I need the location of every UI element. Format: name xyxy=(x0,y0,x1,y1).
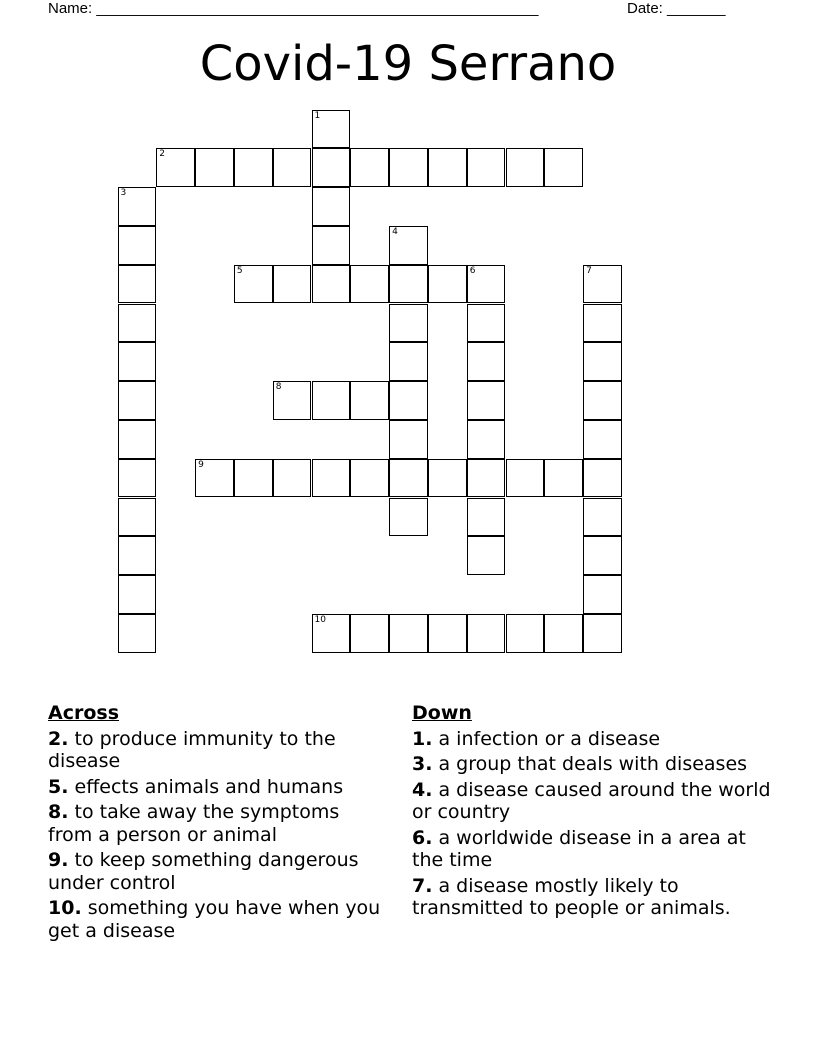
clue-text: a disease mostly likely to transmitted to people or animals. xyxy=(412,874,731,919)
across-clues xyxy=(48,702,388,945)
across-clue xyxy=(48,728,388,773)
grid-cell[interactable] xyxy=(389,226,428,265)
across-clue xyxy=(48,897,388,942)
grid-cell[interactable] xyxy=(118,226,157,265)
grid-cell[interactable] xyxy=(273,265,312,304)
cell-number: 10 xyxy=(314,614,326,625)
clue-number: 8. xyxy=(48,801,69,823)
grid-cell[interactable] xyxy=(312,265,351,304)
grid-cell[interactable] xyxy=(312,381,351,420)
grid-cell[interactable] xyxy=(234,459,273,498)
grid-cell[interactable] xyxy=(467,459,506,498)
grid-cell[interactable] xyxy=(118,342,157,381)
grid-cell[interactable] xyxy=(428,614,467,653)
grid-cell[interactable] xyxy=(118,459,157,498)
grid-cell[interactable] xyxy=(118,381,157,420)
across-heading: Across xyxy=(48,702,120,724)
across-clue xyxy=(48,776,388,799)
clue-number: 7. xyxy=(412,874,433,897)
clue-number: 9. xyxy=(48,849,69,871)
grid-cell[interactable] xyxy=(467,304,506,343)
down-clue xyxy=(412,753,782,776)
cell-number: 2 xyxy=(159,149,166,160)
grid-cell[interactable] xyxy=(544,614,583,653)
grid-cell[interactable] xyxy=(467,498,506,537)
grid-cell[interactable] xyxy=(118,304,157,343)
grid-cell[interactable] xyxy=(312,187,351,226)
across-clue xyxy=(48,801,388,846)
grid-cell[interactable] xyxy=(118,498,157,537)
clue-number: 10. xyxy=(48,897,82,919)
down-heading: Down xyxy=(412,702,472,724)
clue-text: a group that deals with diseases xyxy=(438,753,748,775)
grid-cell[interactable] xyxy=(195,459,234,498)
grid-cell[interactable] xyxy=(273,148,312,187)
down-clue xyxy=(412,827,782,872)
grid-cell[interactable] xyxy=(467,381,506,420)
grid-cell[interactable] xyxy=(118,575,157,614)
clue-number: 5. xyxy=(48,775,69,798)
grid-cell[interactable] xyxy=(428,459,467,498)
cell-number: 8 xyxy=(275,382,282,393)
grid-cell[interactable] xyxy=(389,342,428,381)
grid-cell[interactable] xyxy=(583,614,622,653)
name-field-label: Name: _____________________________________________________ xyxy=(48,0,539,17)
cell-number: 1 xyxy=(314,110,321,121)
grid-cell[interactable] xyxy=(273,381,312,420)
grid-cell[interactable] xyxy=(312,110,351,149)
grid-cell[interactable] xyxy=(428,265,467,304)
clue-number: 1. xyxy=(412,727,433,750)
grid-cell[interactable] xyxy=(389,498,428,537)
grid-cell[interactable] xyxy=(583,420,622,459)
grid-cell[interactable] xyxy=(312,148,351,187)
grid-cell[interactable] xyxy=(389,381,428,420)
clue-text: a infection or a disease xyxy=(438,727,661,750)
cell-number: 4 xyxy=(392,226,398,237)
grid-cell[interactable] xyxy=(118,265,157,304)
grid-cell[interactable] xyxy=(389,148,428,187)
cell-number: 7 xyxy=(586,265,592,276)
grid-cell[interactable] xyxy=(273,459,312,498)
grid-cell[interactable] xyxy=(544,148,583,187)
clue-text: to produce immunity to the disease xyxy=(48,727,336,772)
grid-cell[interactable] xyxy=(312,226,351,265)
clue-text: to keep something dangerous under control xyxy=(48,849,359,894)
grid-cell[interactable] xyxy=(195,148,234,187)
clue-number: 6. xyxy=(412,826,433,849)
grid-cell[interactable] xyxy=(467,342,506,381)
grid-cell[interactable] xyxy=(428,148,467,187)
grid-cell[interactable] xyxy=(118,420,157,459)
grid-cell[interactable] xyxy=(312,614,351,653)
down-clue xyxy=(412,779,782,824)
grid-cell[interactable] xyxy=(544,459,583,498)
down-clue xyxy=(412,875,782,920)
grid-cell[interactable] xyxy=(389,304,428,343)
clue-number: 2. xyxy=(48,727,69,750)
grid-cell[interactable] xyxy=(389,459,428,498)
grid-cell[interactable] xyxy=(350,459,389,498)
down-clues xyxy=(412,702,782,923)
across-clue xyxy=(48,849,388,894)
down-clue xyxy=(412,728,782,751)
cell-number: 9 xyxy=(198,459,204,470)
grid-cell[interactable] xyxy=(350,265,389,304)
grid-cell[interactable] xyxy=(583,304,622,343)
grid-cell[interactable] xyxy=(389,614,428,653)
grid-cell[interactable] xyxy=(583,381,622,420)
cell-number: 3 xyxy=(120,188,127,199)
grid-cell[interactable] xyxy=(583,459,622,498)
grid-cell[interactable] xyxy=(506,148,545,187)
grid-cell[interactable] xyxy=(467,265,506,304)
cell-number: 6 xyxy=(469,265,476,276)
clue-number: 4. xyxy=(412,778,433,801)
grid-cell[interactable] xyxy=(389,420,428,459)
clue-text: something you have when you get a disease xyxy=(48,897,381,942)
grid-cell[interactable] xyxy=(467,148,506,187)
grid-cell[interactable] xyxy=(118,187,157,226)
grid-cell[interactable] xyxy=(583,575,622,614)
grid-cell[interactable] xyxy=(350,381,389,420)
grid-cell[interactable] xyxy=(583,498,622,537)
grid-cell[interactable] xyxy=(467,614,506,653)
clue-text: a worldwide disease in a area at the time xyxy=(412,826,746,871)
grid-cell[interactable] xyxy=(583,536,622,575)
clue-text: a disease caused around the world or country xyxy=(412,778,771,823)
grid-cell[interactable] xyxy=(118,536,157,575)
clue-number: 3. xyxy=(412,753,433,775)
grid-cell[interactable] xyxy=(118,614,157,653)
grid-cell[interactable] xyxy=(467,420,506,459)
clue-text: effects animals and humans xyxy=(74,775,344,798)
grid-cell[interactable] xyxy=(467,536,506,575)
grid-cell[interactable] xyxy=(506,459,545,498)
grid-cell[interactable] xyxy=(156,148,195,187)
grid-cell[interactable] xyxy=(234,265,273,304)
grid-cell[interactable] xyxy=(583,265,622,304)
page-title: Covid-19 Serrano xyxy=(199,36,617,92)
grid-cell[interactable] xyxy=(350,614,389,653)
cell-number: 5 xyxy=(236,265,243,276)
grid-cell[interactable] xyxy=(583,342,622,381)
grid-cell[interactable] xyxy=(506,614,545,653)
grid-cell[interactable] xyxy=(234,148,273,187)
grid-cell[interactable] xyxy=(389,265,428,304)
grid-cell[interactable] xyxy=(350,148,389,187)
grid-cell[interactable] xyxy=(312,459,351,498)
clue-text: to take away the symptoms from a person or animal xyxy=(48,801,340,846)
date-field-label: Date: _______ xyxy=(627,0,726,17)
